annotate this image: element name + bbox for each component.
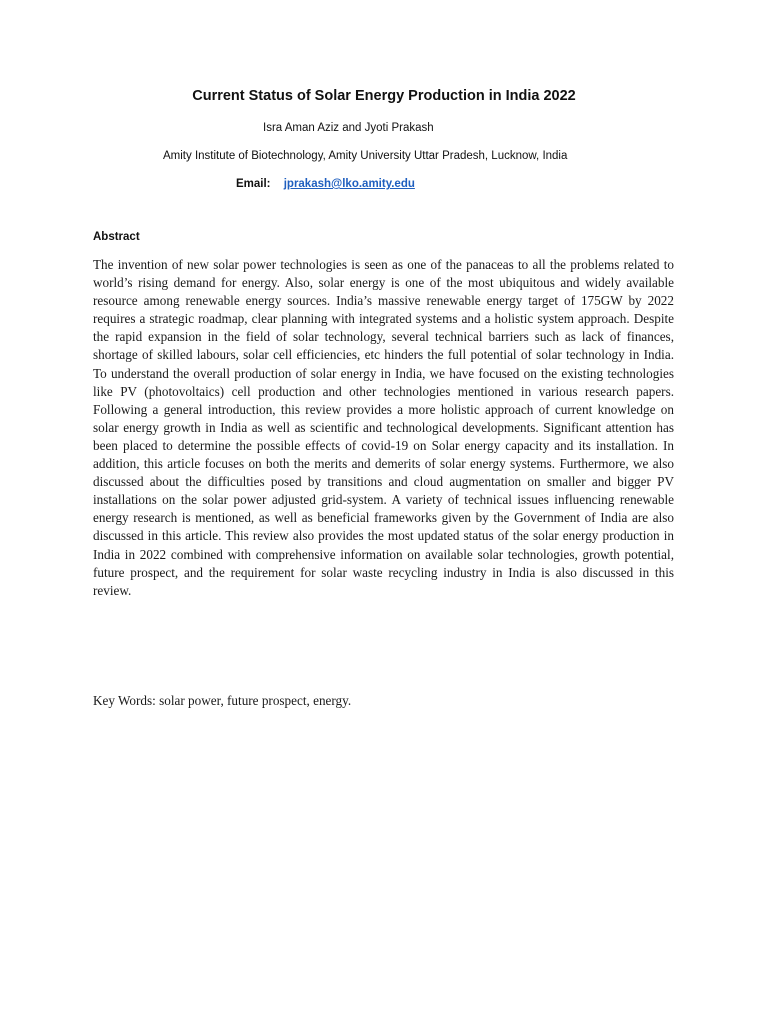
abstract-heading: Abstract (93, 231, 140, 243)
abstract-body: The invention of new solar power technologies is seen as one of the panaceas to all the problems related to world’s rising demand for energy. Also, solar energy is one of the most ubiquitous and widely available resource among renewable energy sources. India’s massive renewable energy target of 175GW by 2022 requires a strategic roadmap, clear planning with integrated systems and a holistic system approach. Despite the rapid expansion in the field of solar technology, several technical barriers such as lack of finances, shortage of skilled labours, solar cell efficiencies, etc hinders the full potential of solar technology in India. To understand the overall production of solar energy in India, we have focused on the existing technologies like PV (photovoltaics) cell production and other technologies mentioned in various research papers. Following a general introduction, this review provides a more holistic approach of current knowledge on solar energy growth in India as well as scientific and technological developments. Significant attention has been placed to determine the possible effects of covid-19 on Solar energy capacity and its installation. In addition, this article focuses on both the merits and demerits of solar energy systems. Furthermore, we also discussed about the difficulties posed by transitions and cloud augmentation on smaller and bigger PV installations on the solar power adjusted grid-system. A variety of technical issues influencing renewable energy research is mentioned, as well as beneficial frameworks given by the Government of India are also discussed in this article. This review also provides the most updated status of the solar energy production in India in 2022 combined with comprehensive information on available solar technologies, growth potential, future prospect, and the requirement for solar waste recycling industry in India is also discussed in this review. (93, 257, 674, 598)
paper-title: Current Status of Solar Energy Production in India 2022 (192, 88, 576, 104)
paper-affiliation: Amity Institute of Biotechnology, Amity University Uttar Pradesh, Lucknow, India (163, 150, 568, 162)
keywords-line: Key Words: solar power, future prospect, energy. (93, 693, 352, 708)
paper-authors: Isra Aman Aziz and Jyoti Prakash (263, 122, 434, 134)
email-label: Email: (236, 178, 271, 190)
email-link[interactable]: jprakash@lko.amity.edu (283, 178, 415, 190)
email-line (236, 178, 415, 190)
